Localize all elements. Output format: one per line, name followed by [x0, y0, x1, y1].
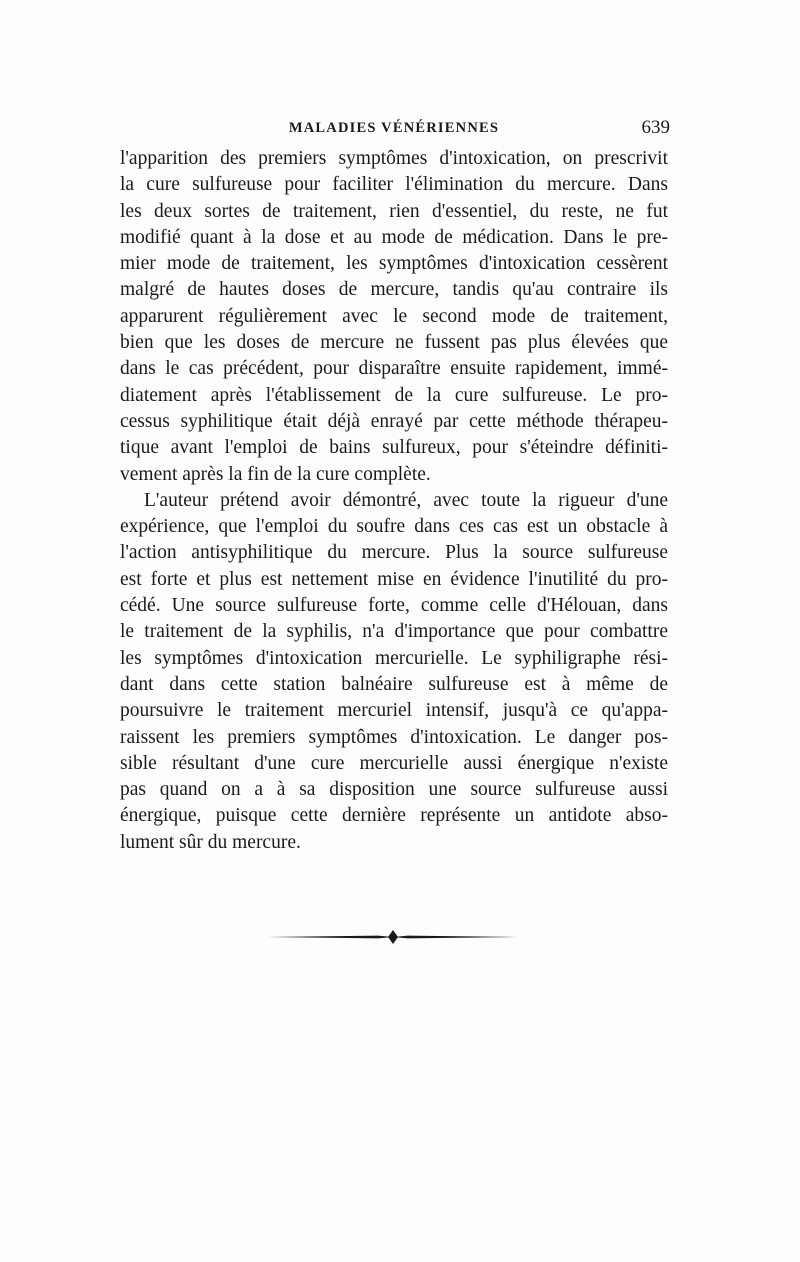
body-text	[120, 146, 668, 856]
text-line: pas quand on a à sa disposition une source sulfureuse aussi	[120, 779, 668, 801]
page-number: 639	[641, 117, 670, 138]
paragraph-1	[120, 146, 668, 488]
text-line: vement après la fin de la cure complète.	[120, 463, 431, 485]
text-line: apparurent régulièrement avec le second mode de traitement,	[120, 305, 668, 327]
text-line: dant dans cette station balnéaire sulfureuse est à même de	[120, 673, 668, 695]
text-line: malgré de hautes doses de mercure, tandis qu'au contraire ils	[120, 279, 668, 301]
text-line: cédé. Une source sulfureuse forte, comme celle d'Hélouan, dans	[120, 595, 668, 617]
text-line: sible résultant d'une cure mercurielle aussi énergique n'existe	[120, 752, 668, 774]
text-line: le traitement de la syphilis, n'a d'importance que pour combattre	[120, 621, 668, 643]
text-line: dans le cas précédent, pour disparaître ensuite rapidement, immé-	[120, 358, 668, 380]
text-line: modifié quant à la dose et au mode de médication. Dans le pre-	[120, 226, 668, 248]
text-line: lument sûr du mercure.	[120, 831, 301, 853]
running-head	[120, 116, 668, 140]
text-line: énergique, puisque cette dernière représente un antidote abso-	[120, 805, 668, 827]
text-line: raissent les premiers symptômes d'intoxication. Le danger pos-	[120, 726, 668, 748]
text-line: est forte et plus est nettement mise en évidence l'inutilité du pro-	[120, 568, 668, 590]
text-line: l'action antisyphilitique du mercure. Plus la source sulfureuse	[120, 542, 668, 564]
text-line: bien que les doses de mercure ne fussent pas plus élevées que	[120, 332, 668, 354]
text-line: L'auteur prétend avoir démontré, avec toute la rigueur d'une	[144, 489, 668, 511]
text-line: la cure sulfureuse pour faciliter l'élimination du mercure. Dans	[120, 174, 668, 196]
text-line: mier mode de traitement, les symptômes d'intoxication cessèrent	[120, 253, 668, 275]
text-line: les deux sortes de traitement, rien d'essentiel, du reste, ne fut	[120, 200, 668, 222]
text-line: les symptômes d'intoxication mercurielle. Le syphiligraphe rési-	[120, 647, 668, 669]
text-line: poursuivre le traitement mercuriel intensif, jusqu'à ce qu'appa-	[120, 700, 668, 722]
text-line: cessus syphilitique était déjà enrayé par cette méthode thérapeu-	[120, 410, 668, 432]
running-title: MALADIES VÉNÉRIENNES	[288, 120, 500, 136]
text-line: tique avant l'emploi de bains sulfureux, pour s'éteindre définiti-	[120, 437, 668, 459]
diamond-rule-ornament-icon	[268, 928, 518, 946]
paragraph-2	[120, 488, 668, 856]
text-line: expérience, que l'emploi du soufre dans ces cas est un obstacle à	[120, 516, 668, 538]
text-line: l'apparition des premiers symptômes d'intoxication, on prescrivit	[120, 148, 668, 169]
text-line: diatement après l'établissement de la cure sulfureuse. Le pro-	[120, 384, 668, 406]
